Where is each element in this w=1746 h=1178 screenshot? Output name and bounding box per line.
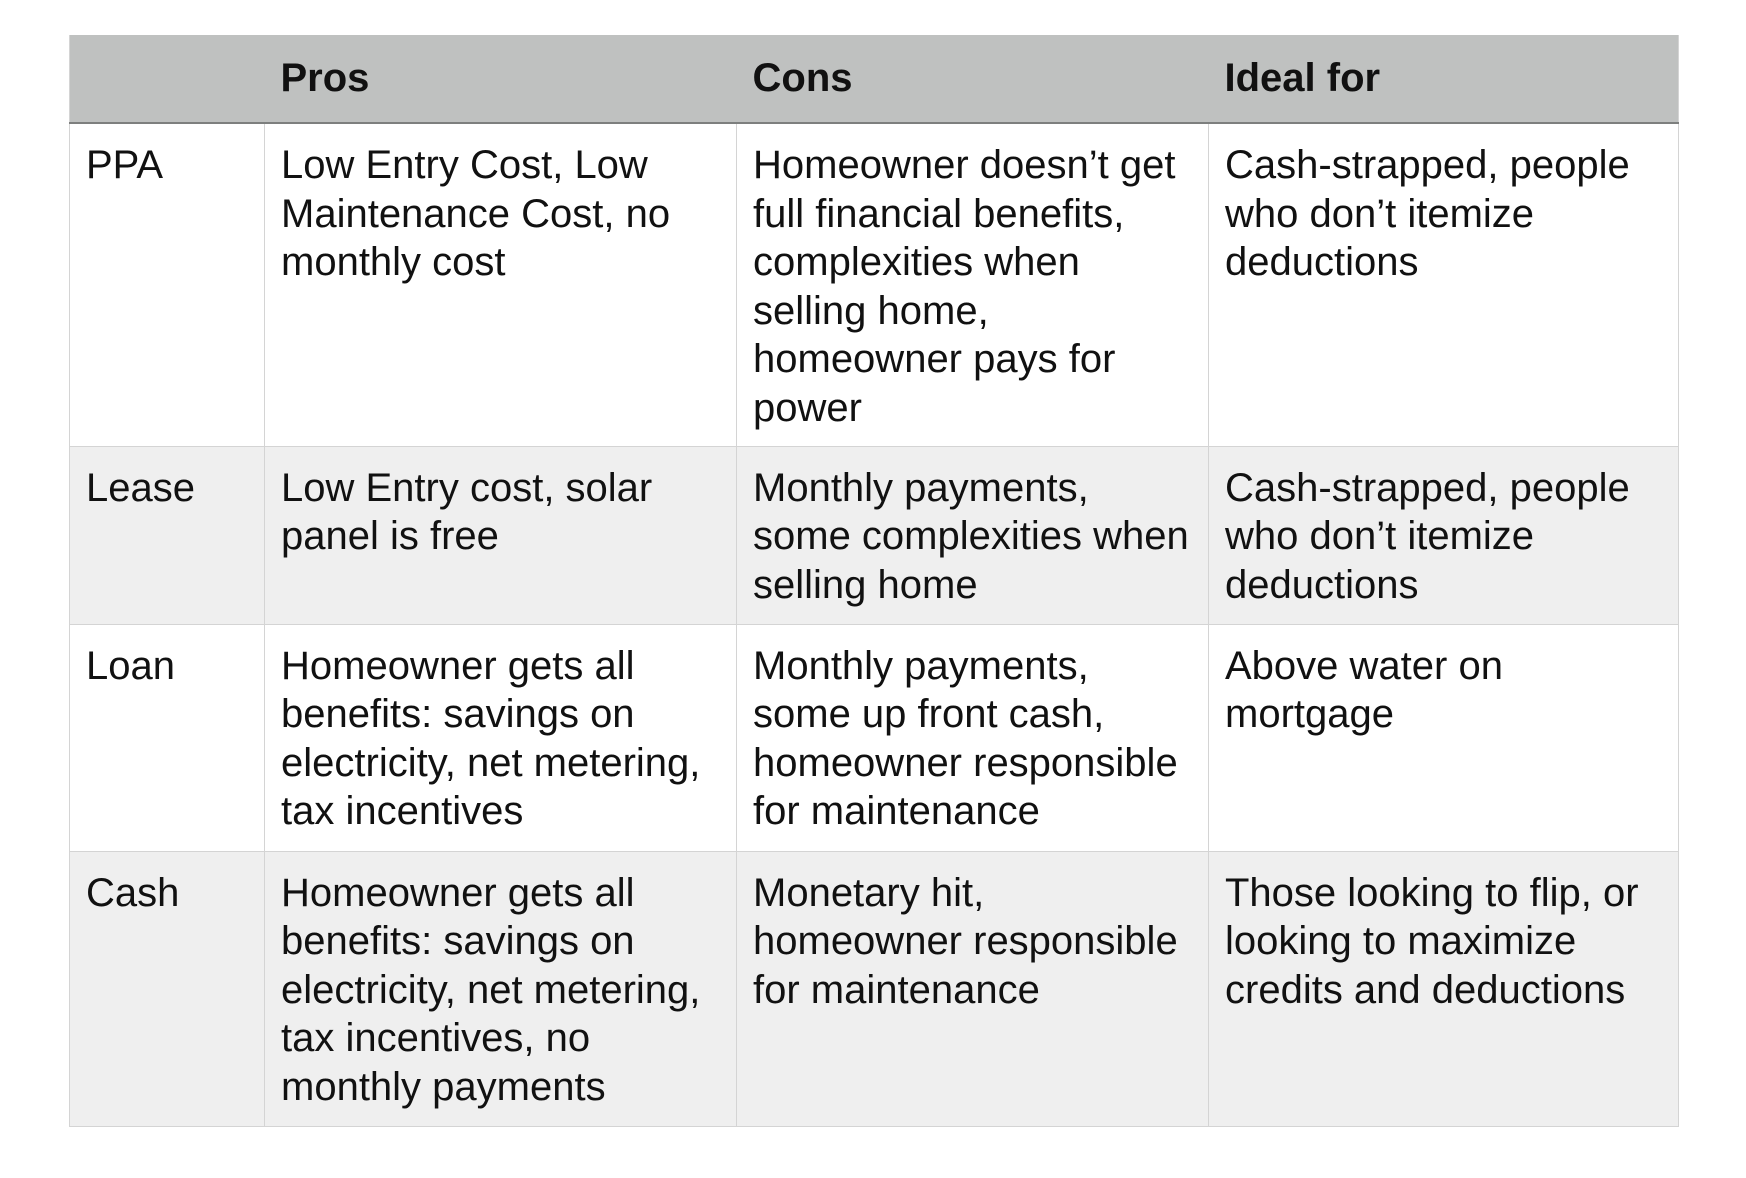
header-cell-cons: Cons — [737, 35, 1209, 123]
ideal-for-cell: Cash-strapped, people who don’t itemize deductions — [1209, 446, 1679, 624]
table-row-cash — [70, 851, 1679, 1126]
row-label: PPA — [70, 123, 265, 446]
table-header — [70, 35, 1679, 123]
table-row-loan — [70, 624, 1679, 851]
header-cell-blank — [70, 35, 265, 123]
pros-cell: Homeowner gets all benefits: savings on electricity, net metering, tax incentives — [265, 624, 737, 851]
cons-cell: Monthly payments, some complexities when selling home — [737, 446, 1209, 624]
comparison-table-container — [69, 35, 1678, 1127]
pros-cell: Low Entry Cost, Low Maintenance Cost, no monthly cost — [265, 123, 737, 446]
financing-comparison-table — [69, 35, 1679, 1127]
table-row-ppa — [70, 123, 1679, 446]
cons-cell: Monetary hit, homeowner responsible for maintenance — [737, 851, 1209, 1126]
pros-cell: Low Entry cost, solar panel is free — [265, 446, 737, 624]
cons-cell: Homeowner doesn’t get full financial benefits, complexities when selling home, homeowner pays for power — [737, 123, 1209, 446]
row-label: Cash — [70, 851, 265, 1126]
ideal-for-cell: Cash-strapped, people who don’t itemize deductions — [1209, 123, 1679, 446]
ideal-for-cell: Those looking to flip, or looking to maximize credits and deductions — [1209, 851, 1679, 1126]
row-label: Loan — [70, 624, 265, 851]
ideal-for-cell: Above water on mortgage — [1209, 624, 1679, 851]
table-row-lease — [70, 446, 1679, 624]
pros-cell: Homeowner gets all benefits: savings on electricity, net metering, tax incentives, no monthly payments — [265, 851, 737, 1126]
header-row — [70, 35, 1679, 123]
header-cell-pros: Pros — [265, 35, 737, 123]
table-body — [70, 123, 1679, 1126]
header-cell-ideal-for: Ideal for — [1209, 35, 1679, 123]
row-label: Lease — [70, 446, 265, 624]
cons-cell: Monthly payments, some up front cash, homeowner responsible for maintenance — [737, 624, 1209, 851]
